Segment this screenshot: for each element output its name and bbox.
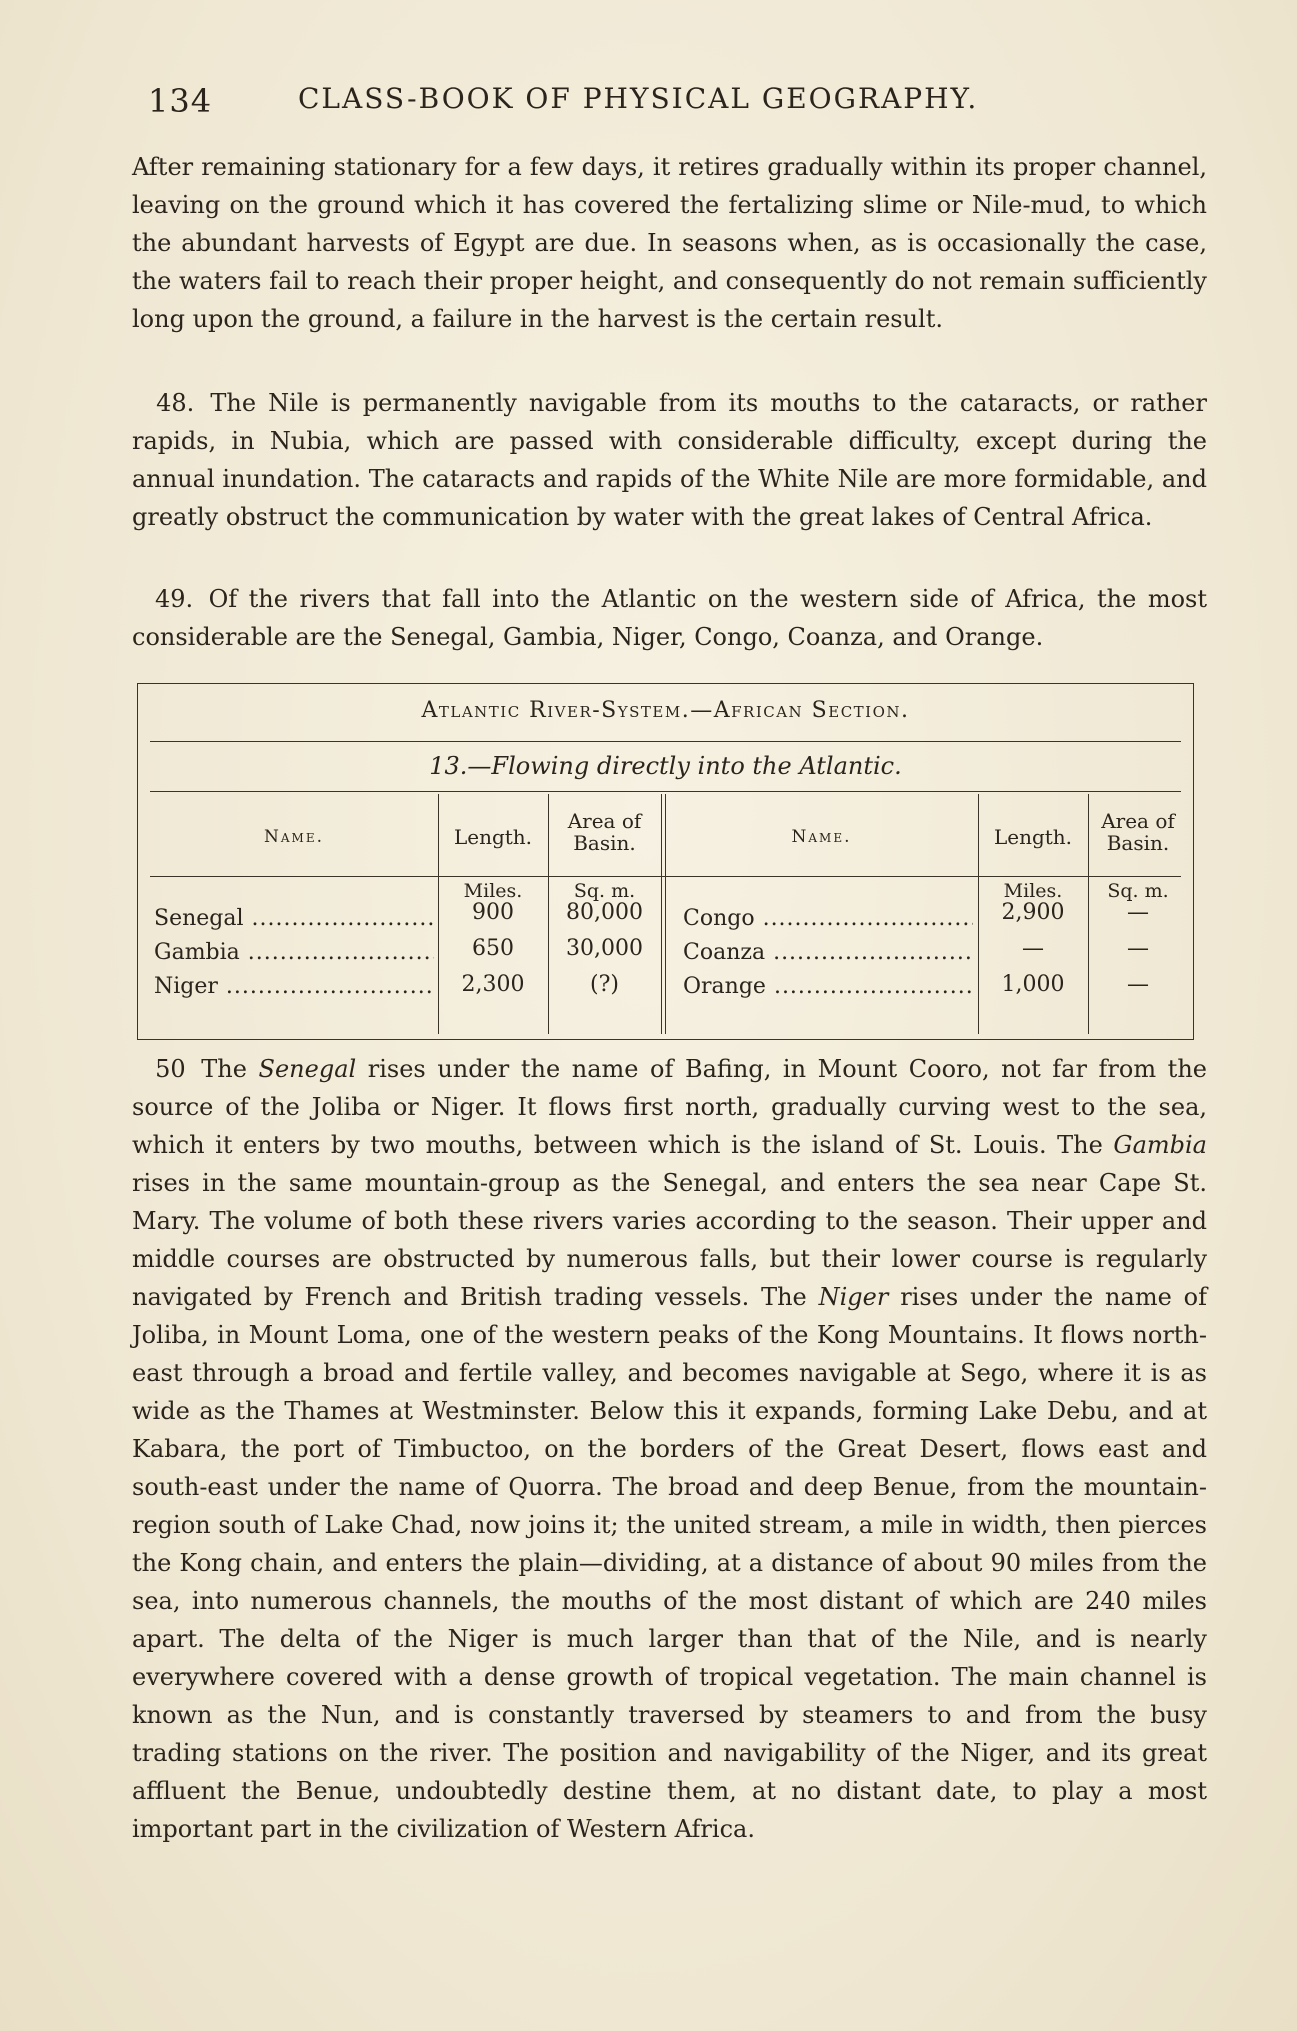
- table-title: Atlantic River-System.—African Section.: [421, 698, 910, 723]
- river-area: —: [1127, 900, 1149, 925]
- river-area: 80,000: [566, 900, 643, 925]
- header-name-right: Name.: [791, 827, 852, 847]
- header-area-line1: Area of: [1101, 809, 1175, 833]
- header-length-left: Length.: [453, 825, 533, 849]
- page-number: 134: [148, 82, 213, 120]
- paragraph-number: 49.: [154, 585, 194, 613]
- river-name-italic: Senegal: [258, 1055, 357, 1083]
- header-name-left: Name.: [264, 827, 324, 847]
- running-title: CLASS-BOOK OF PHYSICAL GEOGRAPHY.: [298, 82, 979, 115]
- paragraph-48: [132, 384, 1207, 536]
- unit-sqm-right: Sq. m.: [1107, 880, 1169, 902]
- paragraph-number: 50: [155, 1055, 186, 1083]
- paragraph-number: 48.: [156, 389, 195, 417]
- paragraph-text: The: [201, 1055, 247, 1083]
- header-area-right: [1088, 810, 1188, 854]
- river-name: Gambia .....: [154, 940, 434, 965]
- river-name: Niger .....: [154, 974, 434, 999]
- column-divider: [661, 794, 662, 1034]
- river-name: Congo .....: [683, 906, 973, 931]
- river-length: 2,900: [1001, 900, 1065, 925]
- rivers-table: [137, 683, 1194, 1040]
- river-length: —: [1022, 936, 1044, 961]
- river-name: Senegal .....: [154, 906, 434, 931]
- river-length: 900: [472, 900, 514, 925]
- river-name: Coanza .....: [683, 940, 973, 965]
- paragraph-text: Of the rivers that fall into the Atlantic on the western side of Africa, the most considerable are the Senegal, Gambia, Niger, Congo, Coanza, and Orange.: [132, 585, 1207, 651]
- paragraph-text: The Nile is permanently navigable from its mouths to the cataracts, or rather rapids, in Nubia, which are passed with considerable difficulty, except during the annual inundation. The cataracts and rapids of the White Nile are more formidable, and greatly obstruct the communication by water with the great lakes of Central Africa.: [132, 389, 1207, 531]
- river-name-italic: Gambia: [1113, 1131, 1207, 1159]
- river-length: 650: [472, 936, 514, 961]
- river-length: 1,000: [1001, 972, 1065, 997]
- table-subtitle: 13.—Flowing directly into the Atlantic.: [429, 752, 902, 780]
- paragraph-49: [132, 580, 1207, 656]
- river-length: 2,300: [461, 972, 525, 997]
- paragraph-50: [132, 1050, 1207, 1848]
- paragraph-text: rises in the same mountain-group as the Senegal, and enters the sea near Cape St. Mary. The volume of both these rivers varies according to the season. Their upper and middle courses are obstructed by numerous falls, but their lower course is regularly navigated by French and British trading vessels. The: [132, 1169, 1207, 1311]
- table-rule: [150, 741, 1181, 742]
- table-rule: [150, 876, 1181, 877]
- header-length-right: Length.: [993, 825, 1073, 849]
- paragraph-continuation: [132, 148, 1207, 338]
- paragraph-text: rises under the name of Joliba, in Mount Loma, one of the western peaks of the Kong Mountains. It flows north-east through a broad and fertile valley, and becomes navigable at Sego, where it is as wide as the Thames at Westminster. Below this it expands, forming Lake Debu, and at Kabara, the port of Timbuctoo, on the borders of the Great Desert, flows east and south-east under the name of Quorra. The broad and deep Benue, from the mountain-region south of Lake Chad, now joins it; the united stream, a mile in width, then pierces the Kong chain, and enters the plain—dividing, at a distance of about 90 miles from the sea, into numerous channels, the mouths of the most distant of which are 240 miles apart. The delta of the Niger is much larger than that of the Nile, and is nearly everywhere covered with a dense growth of tropical vegetation. The main channel is known as the Nun, and is constantly traversed by steamers to and from the busy trading stations on the river. The position and navigability of the Niger, and its great affluent the Benue, undoubtedly destine them, at no distant date, to play a most important part in the civilization of Western Africa.: [132, 1283, 1207, 1843]
- unit-miles-left: Miles.: [463, 880, 523, 902]
- unit-sqm-left: Sq. m.: [573, 880, 636, 902]
- river-area: 30,000: [566, 936, 643, 961]
- paragraph-text: rises under the name of Bafing, in Mount Cooro, not far from the source of the Joliba or Niger. It flows first north, gradually curving west to the sea, which it enters by two mouths, between which is the island of St. Louis. The: [132, 1055, 1207, 1159]
- page-header: [148, 76, 1148, 120]
- river-area: —: [1127, 972, 1149, 997]
- river-area: (?): [590, 972, 619, 997]
- paragraph-text: After remaining stationary for a few days, it retires gradually within its proper channel, leaving on the ground which it has covered the fertalizing slime or Nile-mud, to which the abundant harvests of Egypt are due. In seasons when, as is occasionally the case, the waters fail to reach their proper height, and consequently do not remain sufficiently long upon the ground, a failure in the harvest is the certain result.: [132, 153, 1207, 333]
- header-area-line1: Area of: [567, 809, 642, 833]
- unit-miles-right: Miles.: [1003, 880, 1063, 902]
- header-area-left: [548, 810, 661, 854]
- table-rule: [150, 791, 1181, 792]
- river-name-italic: Niger: [818, 1283, 889, 1311]
- river-area: —: [1127, 936, 1149, 961]
- river-name: Orange .....: [683, 974, 973, 999]
- header-area-line2: Basin.: [573, 831, 636, 855]
- header-area-line2: Basin.: [1106, 831, 1170, 855]
